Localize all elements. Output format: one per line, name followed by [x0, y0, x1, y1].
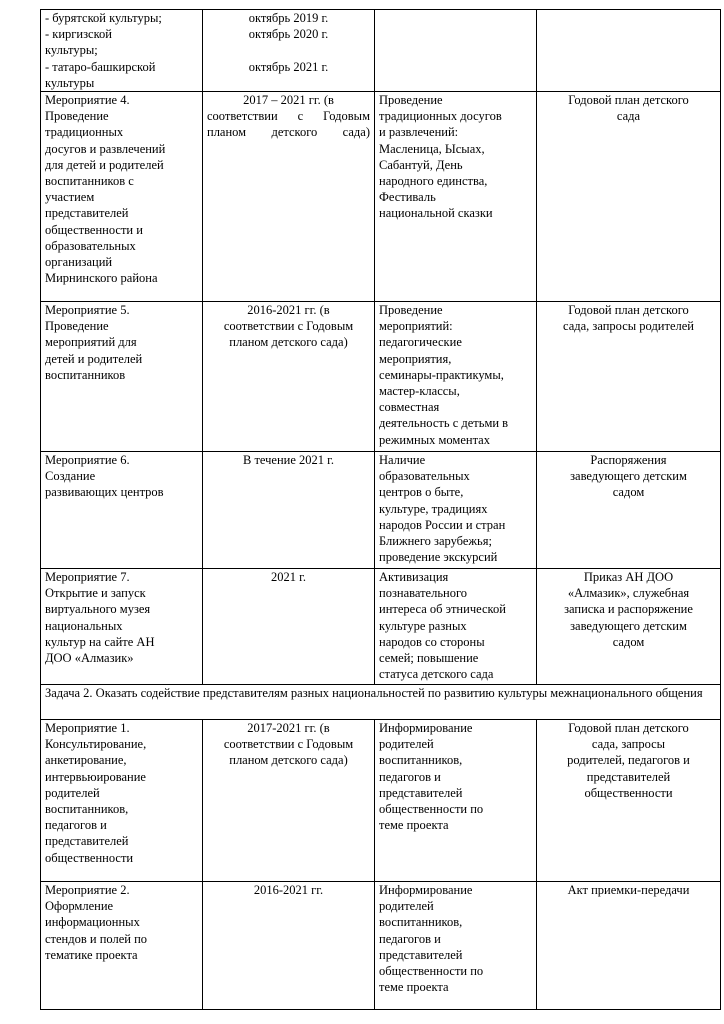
cell-text-line: педагогов и	[45, 818, 107, 833]
cell-text-line: Приказ АН ДОО	[583, 570, 674, 585]
cell-text-line: проведение экскурсий	[379, 550, 498, 565]
cell-text-line: воспитанников,	[379, 915, 463, 930]
cell-c2	[203, 720, 375, 882]
cell-text-line: традиционных	[45, 125, 124, 140]
cell-c3	[375, 10, 537, 92]
cell-c4	[537, 452, 721, 569]
cell-text-line: мастер-классы,	[379, 384, 460, 399]
cell-text-line: режимных моментах	[379, 432, 490, 447]
cell-text-line: - бурятской культуры;	[45, 11, 162, 25]
cell-text-line: октябрь 2020 г.	[248, 27, 329, 42]
cell-text-line: национальной сказки	[379, 206, 493, 221]
cell-text-line: Мероприятие 6.	[45, 453, 130, 468]
cell-text-line: 2017-2021 гг. (в	[247, 721, 330, 736]
cell-text-line: родителей	[45, 785, 100, 800]
measures-table	[40, 9, 721, 1010]
cell-text-line: общественности по	[379, 802, 484, 817]
cell-text-line: Оформление	[45, 899, 114, 914]
cell-text-line: Мероприятие 1.	[45, 721, 130, 736]
cell-text-line: родителей	[379, 899, 434, 914]
cell-text-line: Проведение	[45, 109, 109, 124]
cell-text-line: статуса детского сада	[379, 667, 494, 682]
cell-text-line: общественности и	[45, 222, 143, 237]
cell-text-line: мероприятий для	[45, 335, 137, 350]
cell-text-line: родителей	[379, 737, 434, 752]
cell-text-line: культуре разных	[379, 618, 467, 633]
task2-section	[41, 685, 721, 720]
cell-c3	[375, 720, 537, 882]
cell-text-line: - татаро-башкирской	[45, 59, 156, 74]
cell-text-line: Акт приемки-передачи	[567, 883, 690, 898]
cell-text-line: педагогов и	[379, 769, 441, 784]
cell-c1	[41, 302, 203, 452]
cell-text-line: Информирование	[379, 721, 473, 736]
cell-text-line: познавательного	[379, 586, 468, 601]
cell-text-line: Мероприятие 2.	[45, 883, 130, 898]
cell-text-line: представителей	[379, 947, 463, 962]
cell-text-line: Годовой план детского	[568, 721, 689, 736]
cell-c1	[41, 92, 203, 302]
word: планом	[207, 125, 247, 140]
cell-text-line	[207, 108, 370, 124]
cell-c4	[537, 302, 721, 452]
cell-c4	[537, 10, 721, 92]
cell-text-line: теме проекта	[379, 980, 449, 995]
cell-text-line: Создание	[45, 469, 96, 484]
cell-text-line: мероприятий:	[379, 319, 453, 334]
cell-text-line: ДОО «Алмазик»	[45, 651, 134, 666]
cell-text-line: культуре, традициях	[379, 501, 488, 516]
cell-text-line: 2021 г.	[271, 570, 306, 585]
blank-line	[207, 42, 370, 58]
cell-text-line: заведующего детским	[570, 469, 687, 484]
cell-text-line: соответствии с Годовым	[223, 737, 354, 752]
cell-text-line: Активизация	[379, 570, 449, 585]
cell-text-line: Проведение	[379, 93, 443, 108]
cell-text-line: представителей	[45, 206, 129, 221]
cell-text-line: культуры;	[45, 43, 98, 58]
cell-text-line: педагогов и	[379, 931, 441, 946]
cell-c3	[375, 882, 537, 1010]
cell-text-line: организаций	[45, 255, 113, 270]
cell-text-line: 2016-2021 гг.	[253, 883, 324, 898]
cell-c2	[203, 569, 375, 685]
cell-text-line: Фестиваль	[379, 190, 436, 205]
cell-text-line: образовательных	[379, 469, 470, 484]
cell-text-line: садом	[612, 634, 645, 649]
cell-text-line: общественности	[584, 785, 673, 800]
table-row	[41, 92, 721, 302]
cell-text-line: представителей	[379, 785, 463, 800]
cell-text-line: В течение 2021 г.	[242, 453, 334, 468]
cell-text-line: семей; повышение	[379, 651, 479, 666]
cell-text-line: Распоряжения	[590, 453, 667, 468]
cell-text-line: Открытие и запуск	[45, 586, 146, 601]
cell-text-line: Мирнинского района	[45, 271, 158, 286]
cell-text-line: теме проекта	[379, 818, 449, 833]
word: соответствии	[207, 109, 278, 124]
cell-c3	[375, 569, 537, 685]
table-row	[41, 882, 721, 1010]
cell-text-line: участием	[45, 190, 95, 205]
cell-c1	[41, 720, 203, 882]
cell-text-line: совместная	[379, 400, 440, 415]
cell-c4	[537, 92, 721, 302]
table-body-task1	[41, 10, 721, 685]
cell-text-line: садом	[612, 485, 645, 500]
cell-text-line: родителей, педагогов и	[567, 753, 690, 768]
cell-c3	[375, 452, 537, 569]
cell-text-line: интервьюирование	[45, 769, 146, 784]
table-row	[41, 720, 721, 882]
cell-c1	[41, 452, 203, 569]
cell-c1	[41, 882, 203, 1010]
cell-c4	[537, 720, 721, 882]
cell-text-line: тематике проекта	[45, 947, 138, 962]
cell-text-line: виртуального музея	[45, 602, 151, 617]
cell-text-line: развивающих центров	[45, 485, 164, 500]
cell-text-line: педагогические	[379, 335, 462, 350]
task2-heading: Задача 2. Оказать содействие представителям разных национальностей по развитию культуры межнационального общения	[41, 685, 721, 720]
cell-c4	[537, 882, 721, 1010]
cell-text-line: Мероприятие 5.	[45, 303, 130, 318]
cell-text-line: воспитанников с	[45, 174, 134, 189]
cell-text-line: 2016-2021 гг. (в	[247, 303, 330, 318]
cell-text-line: представителей	[45, 834, 129, 849]
cell-text-line: народов России и стран	[379, 517, 506, 532]
cell-text-line: октябрь 2021 г.	[248, 59, 329, 74]
table-row	[41, 569, 721, 685]
cell-text-line: Ближнего зарубежья;	[379, 534, 492, 549]
cell-text-line: общественности по	[379, 964, 484, 979]
cell-text-line: Мероприятие 4.	[45, 93, 130, 108]
cell-text-line: Годовой план детского	[568, 303, 689, 318]
cell-text-line: семинары-практикумы,	[379, 367, 504, 382]
cell-text-line: культуры	[45, 75, 95, 90]
cell-text-line: Мероприятие 7.	[45, 570, 130, 585]
cell-text-line: Информирование	[379, 883, 473, 898]
cell-c3	[375, 302, 537, 452]
word: с	[297, 109, 304, 124]
cell-text-line: воспитанников,	[45, 802, 129, 817]
cell-text-line: Консультирование,	[45, 737, 147, 752]
cell-text-line: мероприятия,	[379, 351, 452, 366]
cell-text-line: центров о быте,	[379, 485, 464, 500]
cell-text-line: заведующего детским	[570, 618, 687, 633]
cell-text-line: и развлечений:	[379, 125, 459, 140]
cell-text-line: народов со стороны	[379, 634, 485, 649]
cell-text-line: детей и родителей	[45, 351, 143, 366]
cell-text-line: национальных	[45, 618, 123, 633]
cell-text-line: традиционных досугов	[379, 109, 502, 124]
cell-text-line: общественности	[45, 850, 134, 865]
cell-text-line: октябрь 2019 г.	[248, 11, 329, 25]
cell-text-line: интереса об этнической	[379, 602, 506, 617]
cell-text-line: соответствии с Годовым	[223, 319, 354, 334]
cell-text-line: записка и распоряжение	[564, 602, 693, 617]
cell-c2	[203, 452, 375, 569]
cell-text-line: сада, запросы	[591, 737, 666, 752]
cell-text-line: воспитанников	[45, 367, 126, 382]
cell-c1	[41, 569, 203, 685]
word: сада)	[342, 125, 370, 140]
cell-text-line: народного единства,	[379, 174, 488, 189]
cell-text-line: образовательных	[45, 238, 136, 253]
cell-text-line: анкетирование,	[45, 753, 127, 768]
word: детского	[271, 125, 318, 140]
table-row	[41, 452, 721, 569]
cell-text-line	[207, 124, 370, 140]
cell-text-line: сада	[616, 109, 641, 124]
cell-c2	[203, 882, 375, 1010]
cell-text-line: информационных	[45, 915, 140, 930]
cell-text-line: Проведение	[379, 303, 443, 318]
cell-text-line: воспитанников,	[379, 753, 463, 768]
cell-text-line: планом детского сада)	[229, 753, 348, 768]
cell-text-line: Годовой план детского	[568, 93, 689, 108]
cell-text-line: представителей	[586, 769, 671, 784]
cell-text-line: деятельность с детьми в	[379, 416, 509, 431]
cell-text-line: Масленица, Ысыах,	[379, 141, 485, 156]
cell-text-line: культур на сайте АН	[45, 634, 155, 649]
cell-c2	[203, 302, 375, 452]
cell-c3	[375, 92, 537, 302]
cell-text-line: 2017 – 2021 гг. (в	[243, 93, 334, 108]
cell-text-line: сада, запросы родителей	[563, 319, 694, 334]
cell-text-line: стендов и полей по	[45, 931, 148, 946]
cell-text-line: Проведение	[45, 319, 109, 334]
table-row	[41, 302, 721, 452]
table-row	[41, 10, 721, 92]
table-body-task2	[41, 720, 721, 1010]
cell-text-line: для детей и родителей	[45, 157, 164, 172]
cell-c4	[537, 569, 721, 685]
cell-text-line: Наличие	[379, 453, 426, 468]
word: Годовым	[323, 109, 370, 124]
cell-c2	[203, 10, 375, 92]
task-row	[41, 685, 721, 720]
cell-text-line: планом детского сада)	[229, 335, 348, 350]
cell-c1	[41, 10, 203, 92]
cell-text-line: «Алмазик», служебная	[567, 586, 690, 601]
cell-text-line: Сабантуй, День	[379, 157, 463, 172]
cell-c2	[203, 92, 375, 302]
cell-text-line: досугов и развлечений	[45, 141, 166, 156]
cell-text-line: - киргизской	[45, 27, 112, 42]
